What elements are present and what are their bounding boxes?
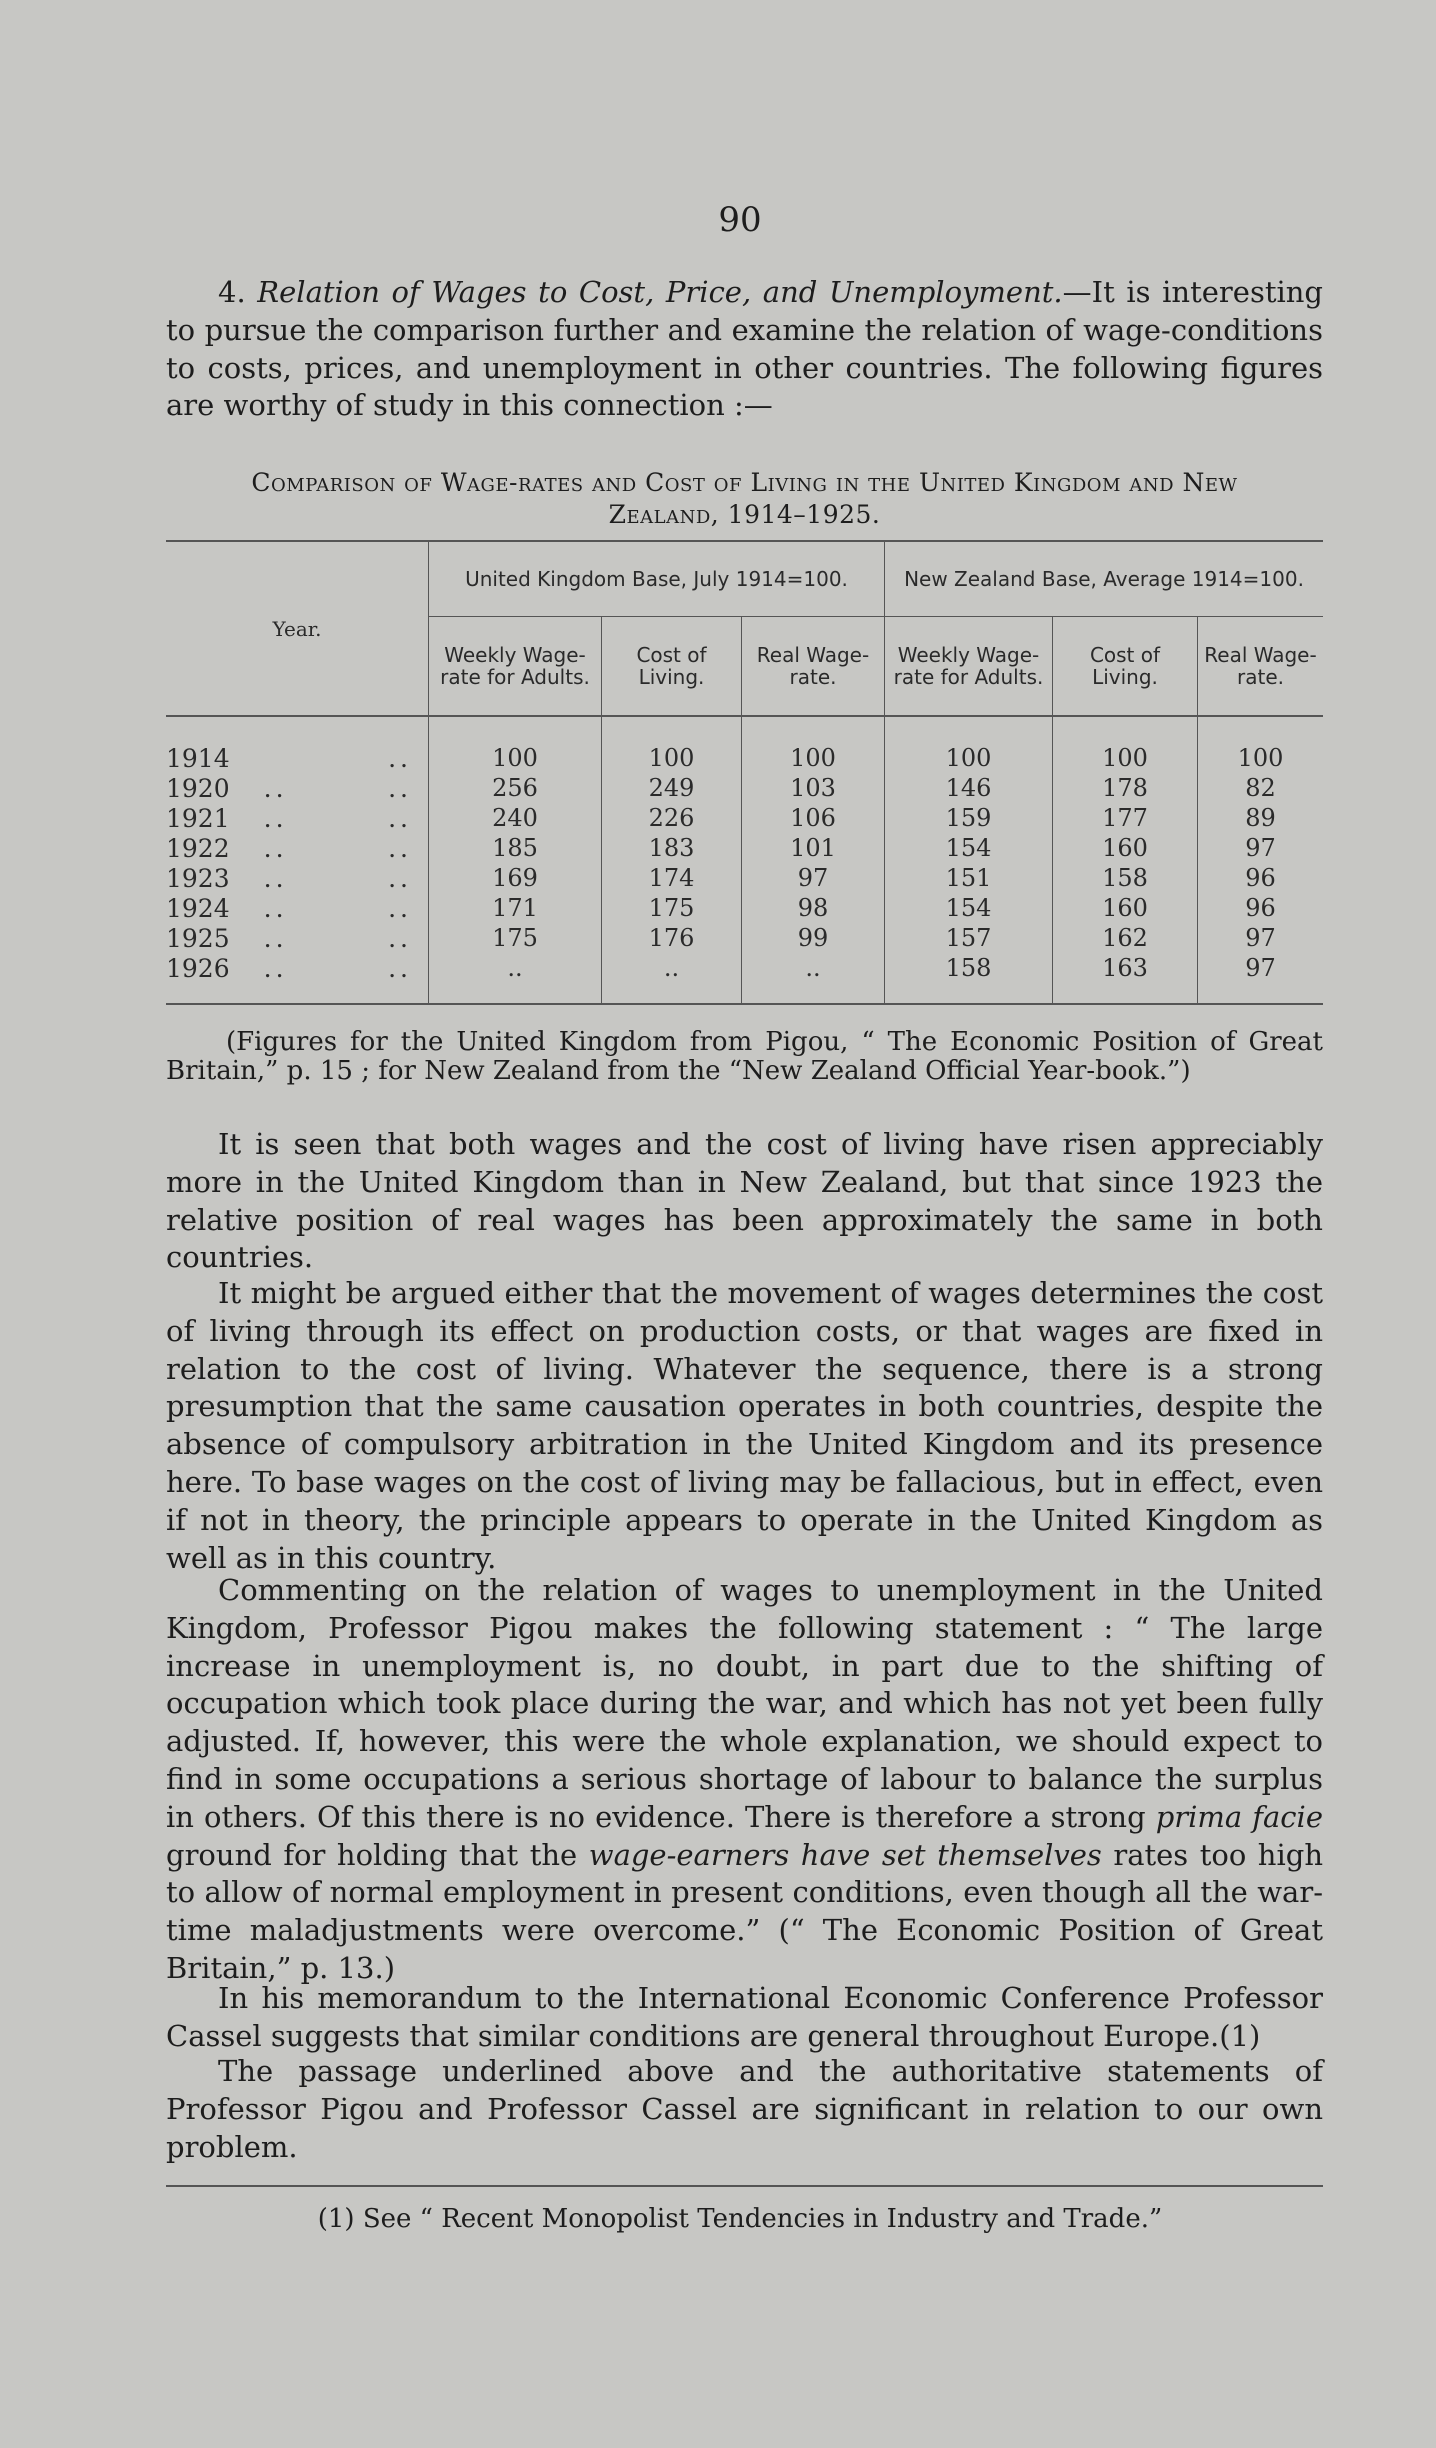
paragraph-4 [166,1980,1323,2056]
paragraph-3-text-e: rates too high to allow of normal employment in present conditions, even though all the war-time maladjustments were overcome.” (“ The Economic Position of Great Britain,” p. 13.) [166,1837,1324,1985]
year-cell: 1925 [166,923,230,953]
year-cell: 1926 [166,953,230,983]
comparison-table [166,540,1323,1005]
nz-real-cell: 96 [1198,893,1324,923]
row-lead-dots: .. [263,953,288,983]
year-cell: 1924 [166,893,230,923]
row-leader-dots: .. [388,773,412,803]
paragraph-3-text-c: ground for holding that the [166,1837,589,1872]
row-leader-dots: .. [388,743,412,773]
uk-cost-cell: 175 [602,893,742,923]
nz-cost-cell: 163 [1053,953,1198,1004]
year-cell: 1922 [166,833,230,863]
uk-group-header: United Kingdom Base, July 1914=100. [429,541,885,617]
nz-cost-cell: 162 [1053,923,1198,953]
table-row [166,953,1323,1004]
nz-weekly-cell: 157 [885,923,1053,953]
uk-real-cell: 103 [742,773,885,803]
nz-real-cell: 96 [1198,863,1324,893]
nz-cost-cell: 100 [1053,716,1198,773]
uk-weekly-cell: 169 [429,863,602,893]
intro-paragraph [166,274,1323,425]
uk-real-cell: 99 [742,923,885,953]
paragraph-3-text-a: Commenting on the relation of wages to unemployment in the United Kingdom, Professor Pigou makes the following statement : “ The large increase in unemployment is, no doubt, in part due to the shifting of occupation which took place during the war, and which has not yet been fully adjusted. If, however, this were the whole explanation, we should expect to find in some occupations a serious shortage of labour to balance the surplus in others. Of this there is no evidence. There is therefore a strong [166,1573,1323,1834]
row-leader-dots: .. [388,803,412,833]
footnote-rule [166,2185,1323,2187]
year-cell: 1921 [166,803,230,833]
uk-real-cell: 101 [742,833,885,863]
uk-real-cell: 106 [742,803,885,833]
nz-weekly-cell: 100 [885,716,1053,773]
table-title-line-2: Zealand, 1914–1925. [608,500,881,529]
row-leader-dots: .. [388,893,412,923]
nz-weekly-cell: 159 [885,803,1053,833]
emphasized-phrase: wage-earners have set themselves [588,1837,1102,1872]
nz-real-header: Real Wage-rate. [1198,617,1324,717]
nz-cost-cell: 178 [1053,773,1198,803]
uk-cost-header: Cost of Living. [602,617,742,717]
table-title [166,467,1323,531]
paragraph-5 [166,2053,1323,2166]
nz-real-cell: 100 [1198,716,1324,773]
year-cell: 1914 [166,743,230,773]
uk-weekly-cell: 256 [429,773,602,803]
table-row [166,893,1323,923]
nz-real-cell: 97 [1198,923,1324,953]
uk-real-cell: 100 [742,716,885,773]
nz-real-cell: 89 [1198,803,1324,833]
section-heading: Relation of Wages to Cost, Price, and Unemployment. [257,275,1063,309]
uk-real-cell: 97 [742,863,885,893]
row-leader-dots: .. [388,953,412,983]
table-row [166,803,1323,833]
nz-real-cell: 97 [1198,953,1324,1004]
table-row [166,863,1323,893]
paragraph-1 [166,1126,1323,1277]
row-leader-dots: .. [388,833,412,863]
year-header: Year. [272,616,322,641]
intro-text: —It is interesting to pursue the comparison further and examine the relation of wage-conditions to costs, prices, and unemployment in other countries. The following figures are worthy of study in this connection :— [166,275,1323,423]
uk-real-cell: .. [742,953,885,1004]
table-row [166,716,1323,773]
uk-real-header: Real Wage-rate. [742,617,885,717]
uk-cost-cell: 249 [602,773,742,803]
uk-cost-cell: .. [602,953,742,1004]
paragraph-4-text: In his memorandum to the International Economic Conference Professor Cassel suggests that similar conditions are general throughout Europe.(1) [166,1981,1323,2053]
row-lead-dots: .. [263,923,288,953]
nz-cost-cell: 160 [1053,833,1198,863]
table-row [166,773,1323,803]
uk-cost-cell: 100 [602,716,742,773]
nz-cost-header: Cost of Living. [1053,617,1198,717]
uk-weekly-cell: 171 [429,893,602,923]
row-lead-dots: .. [263,803,288,833]
row-lead-dots: .. [263,773,288,803]
prima-facie-italic: prima facie [1155,1799,1323,1834]
nz-real-cell: 82 [1198,773,1324,803]
table-title-line-1: Comparison of Wage-rates and Cost of Living in the United Kingdom and New [251,468,1238,497]
uk-weekly-cell: 185 [429,833,602,863]
year-cell: 1923 [166,863,230,893]
row-leader-dots: .. [388,863,412,893]
uk-weekly-cell: 240 [429,803,602,833]
nz-cost-cell: 158 [1053,863,1198,893]
uk-cost-cell: 183 [602,833,742,863]
nz-real-cell: 97 [1198,833,1324,863]
uk-weekly-cell: 175 [429,923,602,953]
row-leader-dots: .. [388,923,412,953]
uk-weekly-header: Weekly Wage-rate for Adults. [429,617,602,717]
nz-weekly-cell: 146 [885,773,1053,803]
row-lead-dots: .. [263,893,288,923]
page-number: 90 [718,200,762,240]
paragraph-2-text: It might be argued either that the movement of wages determines the cost of living through its effect on production costs, or that wages are fixed in relation to the cost of living. Whatever the sequence, there is a strong presumption that the same causation operates in both countries, despite the absence of compulsory arbitration in the United Kingdom and its presence here. To base wages on the cost of living may be fallacious, but in effect, even if not in theory, the principle appears to operate in the United Kingdom as well as in this country. [166,1276,1323,1575]
uk-cost-cell: 176 [602,923,742,953]
paragraph-5-text: The passage underlined above and the authoritative statements of Professor Pigou and Professor Cassel are significant in relation to our own problem. [166,2054,1323,2164]
nz-cost-cell: 160 [1053,893,1198,923]
paragraph-2 [166,1275,1323,1577]
comparison-table-wrap [166,540,1323,1005]
uk-cost-cell: 174 [602,863,742,893]
paragraph-3 [166,1572,1323,1988]
uk-weekly-cell: .. [429,953,602,1004]
section-number: 4. [218,275,246,309]
nz-group-header: New Zealand Base, Average 1914=100. [885,541,1324,617]
uk-real-cell: 98 [742,893,885,923]
nz-cost-cell: 177 [1053,803,1198,833]
source-note-text: (Figures for the United Kingdom from Pigou, “ The Economic Position of Great Britain,” p. 15 ; for New Zealand from the “New Zealand Official Year-book.”) [166,1027,1323,1086]
uk-weekly-cell: 100 [429,716,602,773]
paragraph-1-text: It is seen that both wages and the cost of living have risen appreciably more in the United Kingdom than in New Zealand, but that since 1923 the relative position of real wages has been approximately the same in both countries. [166,1127,1323,1275]
nz-weekly-cell: 158 [885,953,1053,1004]
row-lead-dots: .. [263,863,288,893]
nz-weekly-header: Weekly Wage-rate for Adults. [885,617,1053,717]
source-note [166,1028,1323,1086]
footnote: (1) See “ Recent Monopolist Tendencies in Industry and Trade.” [317,2204,1163,2234]
uk-cost-cell: 226 [602,803,742,833]
year-cell: 1920 [166,773,230,803]
row-lead-dots: .. [263,833,288,863]
nz-weekly-cell: 154 [885,893,1053,923]
nz-weekly-cell: 151 [885,863,1053,893]
nz-weekly-cell: 154 [885,833,1053,863]
table-body [166,716,1323,1004]
table-row [166,833,1323,863]
table-row [166,923,1323,953]
